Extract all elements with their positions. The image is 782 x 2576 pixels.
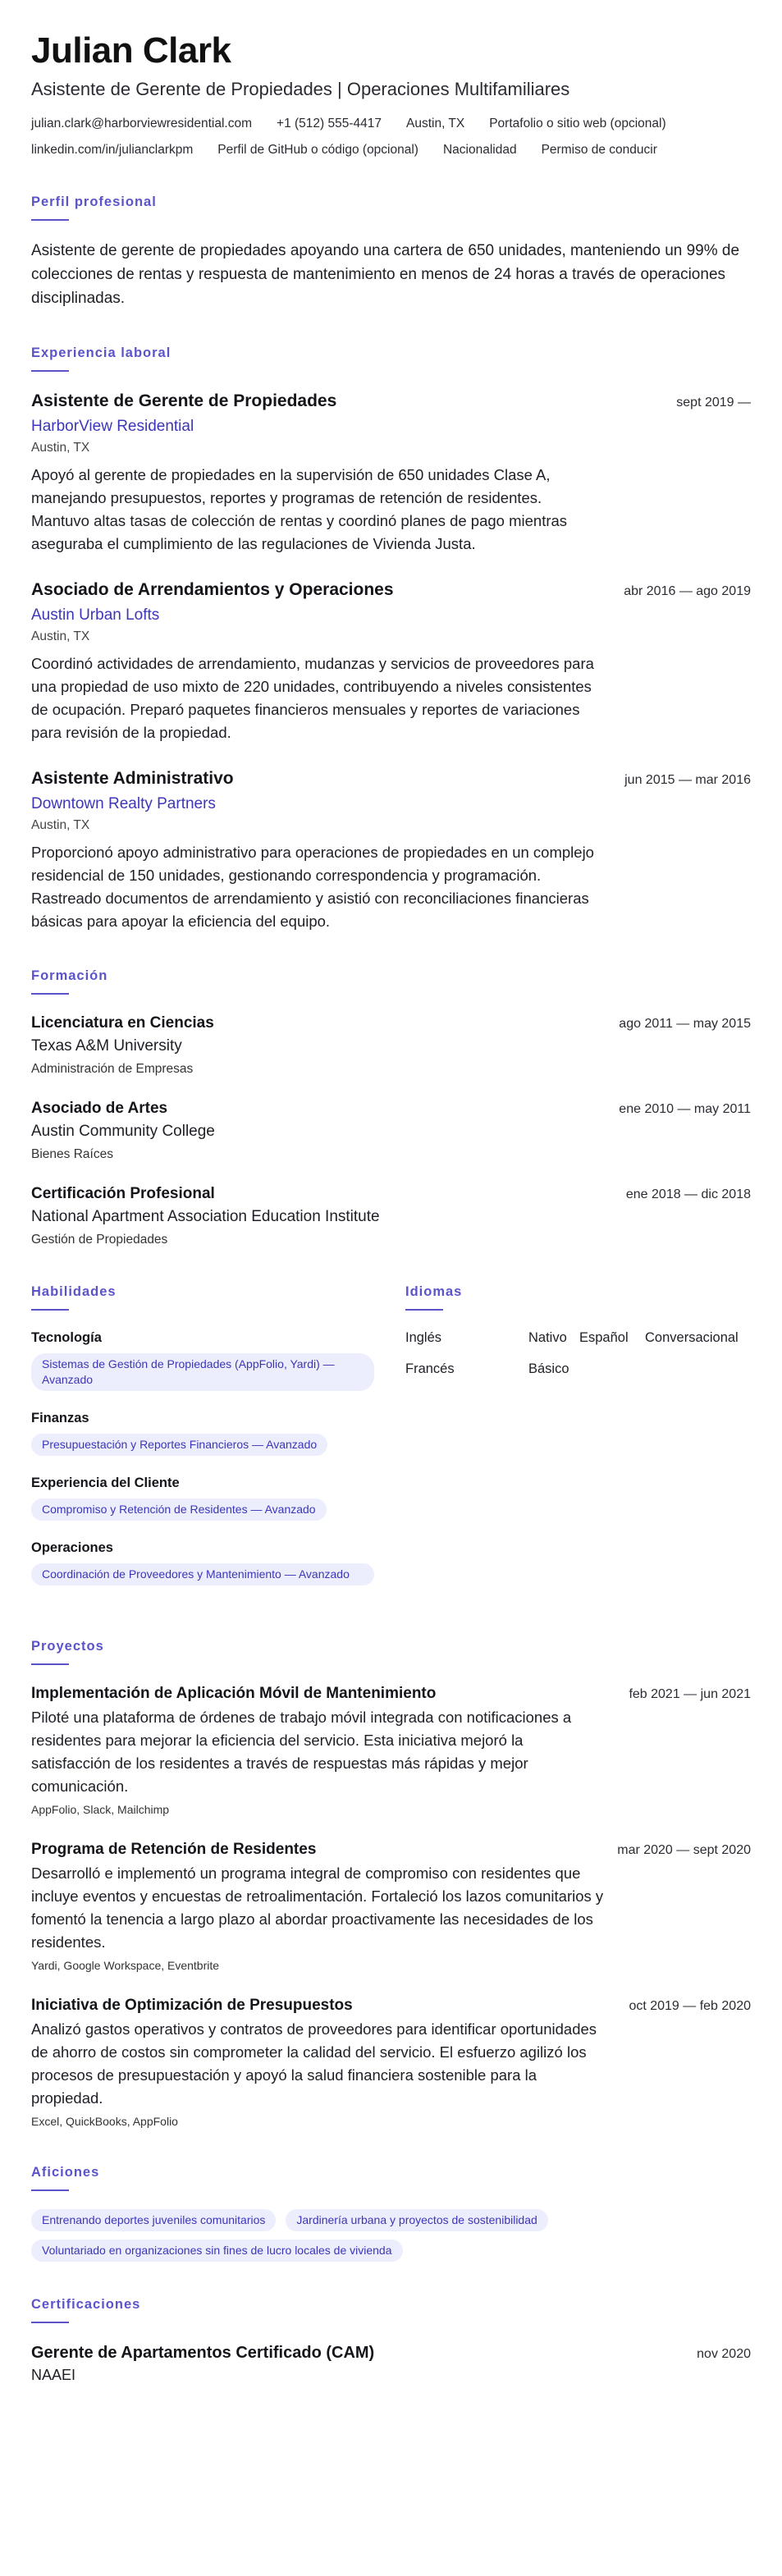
certification-issuer: NAAEI <box>31 2367 76 2383</box>
experience-section <box>31 345 751 933</box>
education-entry <box>31 1098 751 1164</box>
section-title: Habilidades <box>31 1284 117 1299</box>
job-entry <box>31 390 751 556</box>
candidate-headline: Asistente de Gerente de Propiedades | Operaciones Multifamiliares <box>31 79 570 99</box>
language-row <box>405 1360 750 1378</box>
job-dates: jun 2015 — mar 2016 <box>624 773 751 787</box>
contact-nationality: Nacionalidad <box>442 143 517 157</box>
school-name: National Apartment Association Education Institute <box>31 1208 380 1225</box>
degree-title: Licenciatura en Ciencias <box>31 1014 214 1032</box>
language-row <box>405 1329 750 1347</box>
summary-text: Asistente de gerente de propiedades apoyando una cartera de 650 unidades, manteniendo un 99% de colecciones de rentas y respuesta de mantenimiento en menos de 24 horas a través de operaciones disciplinadas. <box>31 242 740 307</box>
field-of-study: Gestión de Propiedades <box>31 1233 168 1247</box>
section-title: Aficiones <box>31 2165 100 2180</box>
project-description: Analizó gastos operativos y contratos de proveedores para identificar oportunidades de ahorro de costos sin comprometer la calidad del servicio. El esfuerzo agilizó los procesos de presupuestación y apoyó la salud financiera sostenible para la propiedad. <box>31 2020 597 2107</box>
hobby-chip: Entrenando deportes juveniles comunitarios <box>31 2209 276 2231</box>
contact-github[interactable]: Perfil de GitHub o código (opcional) <box>217 143 418 157</box>
project-title: Implementación de Aplicación Móvil de Mantenimiento <box>31 1685 437 1702</box>
section-title: Experiencia laboral <box>31 345 171 360</box>
skill-group <box>31 1329 405 1391</box>
contact-website[interactable]: Portafolio o sitio web (opcional) <box>489 117 666 130</box>
section-divider <box>31 219 69 221</box>
section-divider <box>31 2189 69 2191</box>
skill-chip: Presupuestación y Reportes Financieros — Avanzado <box>31 1434 327 1456</box>
contact-info <box>31 115 753 159</box>
summary-section <box>31 194 751 310</box>
resume-header <box>31 30 751 159</box>
degree-title: Certificación Profesional <box>31 1185 215 1202</box>
skill-group <box>31 1409 405 1456</box>
contact-phone[interactable]: +1 (512) 555-4417 <box>277 117 382 130</box>
job-location: Austin, TX <box>31 629 90 643</box>
certification-name: Gerente de Apartamentos Certificado (CAM) <box>31 2344 375 2362</box>
field-of-study: Bienes Raíces <box>31 1147 113 1161</box>
project-description: Desarrolló e implementó un programa integral de compromiso con residentes que incluye eventos y encuestas de retroalimentación. Fortaleció los lazos comunitarios y fomentó la tenencia a largo plazo al abordar proactivamente las necesidades de los residentes. <box>31 1865 604 1951</box>
job-company[interactable]: Austin Urban Lofts <box>31 606 160 624</box>
school-name: Austin Community College <box>31 1123 215 1140</box>
education-entry <box>31 1013 751 1078</box>
project-technologies: Excel, QuickBooks, AppFolio <box>31 2115 178 2128</box>
section-title: Proyectos <box>31 1639 104 1654</box>
education-entry <box>31 1183 751 1249</box>
school-name: Texas A&M University <box>31 1037 182 1055</box>
hobbies-section <box>31 2164 751 2262</box>
job-title: Asistente Administrativo <box>31 769 234 788</box>
skill-category: Experiencia del Cliente <box>31 1476 180 1490</box>
skill-chip: Coordinación de Proveedores y Mantenimiento — Avanzado <box>31 1563 374 1585</box>
job-description: Coordinó actividades de arrendamiento, mudanzas y servicios de proveedores para una propiedad de uso mixto de 220 unidades, contribuyendo a niveles consistentes de ocupación. Preparó paquetes financieros mensuales y reportes de variaciones para revisión de la propiedad. <box>31 655 594 741</box>
hobby-chip: Voluntariado en organizaciones sin fines de lucro locales de vivienda <box>31 2240 403 2262</box>
skill-group <box>31 1539 405 1585</box>
job-title: Asociado de Arrendamientos y Operaciones <box>31 580 394 599</box>
contact-linkedin[interactable]: linkedin.com/in/julianclarkpm <box>31 143 194 157</box>
skills-languages-row <box>31 1283 751 1604</box>
job-description: Proporcionó apoyo administrativo para operaciones de propiedades en un complejo residencial de 150 unidades, gestionando correspondencia y programación. Rastreado documentos de arrendamiento y asistió con reconciliaciones financieras básicas para apoyar la eficiencia del equipo. <box>31 844 594 930</box>
job-location: Austin, TX <box>31 441 90 455</box>
job-company[interactable]: HarborView Residential <box>31 418 194 435</box>
project-entry <box>31 1995 751 2130</box>
skill-category: Tecnología <box>31 1330 102 1345</box>
language-name: Francés <box>405 1361 455 1376</box>
job-dates: sept 2019 — <box>676 396 751 410</box>
section-divider <box>31 2322 69 2323</box>
certifications-section <box>31 2296 751 2386</box>
project-description: Piloté una plataforma de órdenes de trabajo móvil integrada con notificaciones a residentes para mejorar la eficiencia del servicio. Esta iniciativa mejoró la satisfacción de los residentes a través de respuestas más rápidas y mejor comunicación. <box>31 1709 572 1795</box>
degree-title: Asociado de Artes <box>31 1100 168 1117</box>
section-title: Idiomas <box>405 1284 463 1299</box>
hobby-list <box>31 2209 753 2262</box>
language-level: Nativo <box>528 1330 567 1345</box>
project-technologies: AppFolio, Slack, Mailchimp <box>31 1803 170 1816</box>
project-technologies: Yardi, Google Workspace, Eventbrite <box>31 1959 220 1972</box>
field-of-study: Administración de Empresas <box>31 1062 194 1076</box>
job-description: Apoyó al gerente de propiedades en la supervisión de 650 unidades Clase A, manejando presupuestos, reportes y programas de retención de residentes. Mantuvo altas tasas de colección de rentas y coordinó planes de pago mientras aseguraba el cumplimiento de las regulaciones de Vivienda Justa. <box>31 466 568 552</box>
project-dates: oct 2019 — feb 2020 <box>629 1999 751 2013</box>
contact-email[interactable]: julian.clark@harborviewresidential.com <box>31 117 253 130</box>
section-divider <box>31 1309 69 1311</box>
skill-group <box>31 1474 405 1521</box>
project-dates: mar 2020 — sept 2020 <box>617 1843 751 1857</box>
job-company[interactable]: Downtown Realty Partners <box>31 795 216 812</box>
job-dates: abr 2016 — ago 2019 <box>624 584 751 598</box>
certification-entry <box>31 2341 751 2386</box>
education-dates: ago 2011 — may 2015 <box>619 1017 751 1031</box>
job-title: Asistente de Gerente de Propiedades <box>31 391 337 410</box>
section-title: Formación <box>31 968 108 983</box>
section-divider <box>405 1309 443 1311</box>
contact-location: Austin, TX <box>406 117 465 130</box>
section-title: Perfil profesional <box>31 194 157 209</box>
hobby-chip: Jardinería urbana y proyectos de sostenibilidad <box>286 2209 547 2231</box>
education-dates: ene 2010 — may 2011 <box>619 1102 751 1116</box>
project-title: Iniciativa de Optimización de Presupuestos <box>31 1997 353 2014</box>
section-divider <box>31 370 69 372</box>
job-entry <box>31 767 751 933</box>
candidate-name: Julian Clark <box>31 30 231 71</box>
job-location: Austin, TX <box>31 818 90 832</box>
certification-date: nov 2020 <box>697 2347 751 2361</box>
language-name: Inglés <box>405 1330 442 1345</box>
project-title: Programa de Retención de Residentes <box>31 1841 317 1858</box>
skill-category: Finanzas <box>31 1411 89 1425</box>
skills-section <box>31 1283 405 1604</box>
language-level: Básico <box>528 1361 569 1376</box>
project-entry <box>31 1683 751 1818</box>
job-entry <box>31 579 751 744</box>
education-section <box>31 968 751 1249</box>
skill-chip: Compromiso y Retención de Residentes — Avanzado <box>31 1498 327 1521</box>
language-level: Conversacional <box>645 1330 739 1345</box>
languages-section <box>405 1283 750 1604</box>
section-title: Certificaciones <box>31 2297 141 2312</box>
skill-chip: Sistemas de Gestión de Propiedades (AppFolio, Yardi) — Avanzado <box>31 1353 374 1391</box>
contact-driving-license: Permiso de conducir <box>541 143 657 157</box>
section-divider <box>31 993 69 995</box>
education-dates: ene 2018 — dic 2018 <box>625 1187 751 1201</box>
projects-section <box>31 1638 751 2130</box>
project-dates: feb 2021 — jun 2021 <box>629 1687 751 1701</box>
language-name: Español <box>579 1330 629 1345</box>
section-divider <box>31 1663 69 1665</box>
project-entry <box>31 1839 751 1974</box>
skill-category: Operaciones <box>31 1540 113 1555</box>
